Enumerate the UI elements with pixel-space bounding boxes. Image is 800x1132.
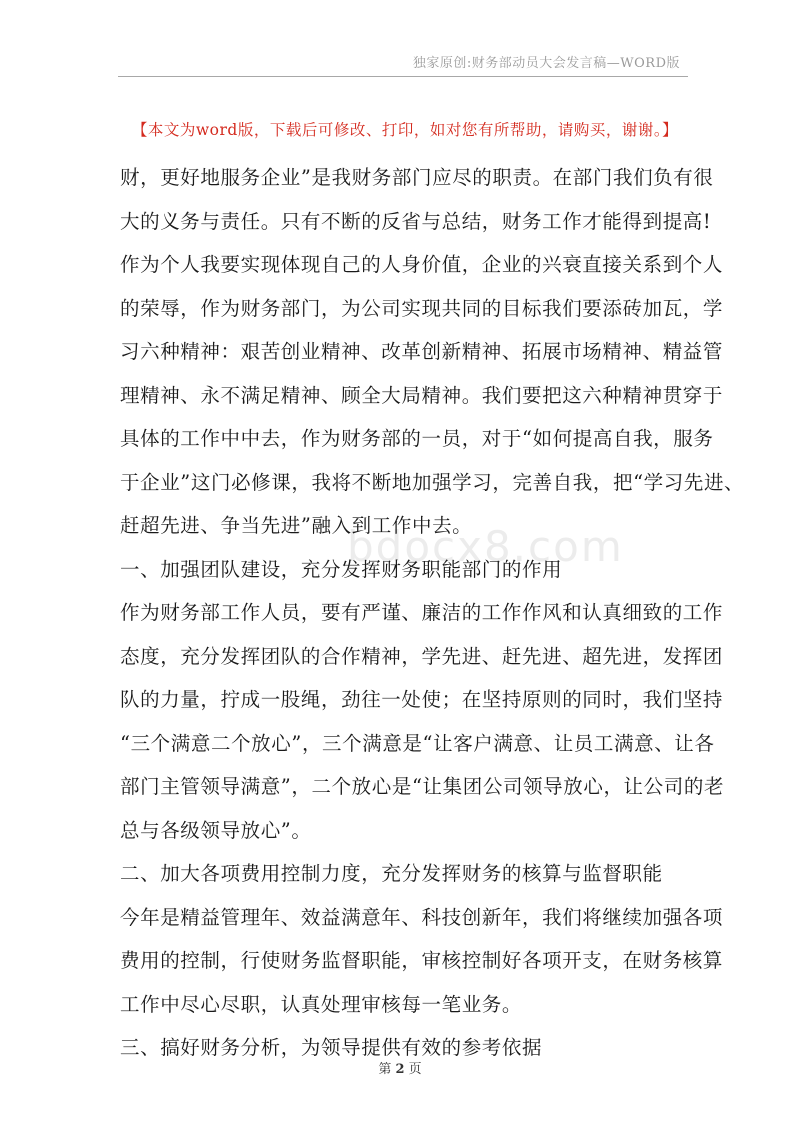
body-line: 于企业”这门必修课，我将不断地加强学习，完善自我，把“学习先进、 xyxy=(120,470,745,494)
body-line: 工作中尽心尽职，认真处理审核每一笔业务。 xyxy=(120,992,523,1016)
body-line: 大的义务与责任。只有不断的反省与总结，财务工作才能得到提高! xyxy=(120,209,712,233)
section-heading-2: 二、加大各项费用控制力度，充分发挥财务的核算与监督职能 xyxy=(120,862,663,885)
body-line: 具体的工作中中去，作为财务部的一员，对于“如何提高自我，服务 xyxy=(120,427,714,450)
body-line: 赶超先进、争当先进”融入到工作中去。 xyxy=(120,514,473,537)
body-line: 习六种精神：艰苦创业精神、改革创新精神、拓展市场精神、精益管 xyxy=(120,340,724,363)
body-line: 理精神、永不满足精神、顾全大局精神。我们要把这六种精神贯穿于 xyxy=(120,383,724,407)
body-line: 今年是精益管理年、效益满意年、科技创新年，我们将继续加强各项 xyxy=(120,905,724,929)
page-footer xyxy=(0,1058,800,1077)
body-line: 队的力量，拧成一股绳，劲往一处使；在坚持原则的同时，我们坚持 xyxy=(120,688,724,711)
document-body xyxy=(120,156,745,1070)
download-notice: 【本文为word版，下载后可修改、打印，如对您有所帮助，请购买，谢谢。】 xyxy=(131,121,679,139)
body-line: 费用的控制，行使财务监督职能，审核控制好各项开支，在财务核算 xyxy=(120,949,724,972)
watermark: bdocx8.com xyxy=(347,522,624,571)
body-line: “三个满意二个放心”，三个满意是“让客户满意、让员工满意、让各 xyxy=(120,731,715,755)
page-number: 2 xyxy=(395,1062,405,1077)
body-line: 态度，充分发挥团队的合作精神，学先进、赶先进、超先进，发挥团 xyxy=(120,644,724,668)
header-divider xyxy=(118,76,688,77)
page-prefix: 第 xyxy=(378,1062,392,1077)
section-heading-1: 一、加强团队建设，充分发挥财务职能部门的作用 xyxy=(120,557,563,581)
body-line: 作为财务部工作人员，要有严谨、廉洁的工作作风和认真细致的工作 xyxy=(120,601,724,624)
body-line: 的荣辱，作为财务部门，为公司实现共同的目标我们要添砖加瓦，学 xyxy=(120,296,724,320)
body-line: 部门主管领导满意”，二个放心是“让集团公司领导放心，让公司的老 xyxy=(120,775,725,798)
page-header-title: 独家原创:财务部动员大会发言稿—WORD版 xyxy=(412,56,680,71)
body-line: 总与各级领导放心”。 xyxy=(120,818,312,842)
body-line: 作为个人我要实现体现自己的人身价值，企业的兴衰直接关系到个人 xyxy=(120,253,724,276)
body-line: 财，更好地服务企业”是我财务部门应尽的职责。在部门我们负有很 xyxy=(120,166,714,189)
page-suffix: 页 xyxy=(408,1062,422,1077)
section-heading-3: 三、搞好财务分析，为领导提供有效的参考依据 xyxy=(120,1036,543,1059)
